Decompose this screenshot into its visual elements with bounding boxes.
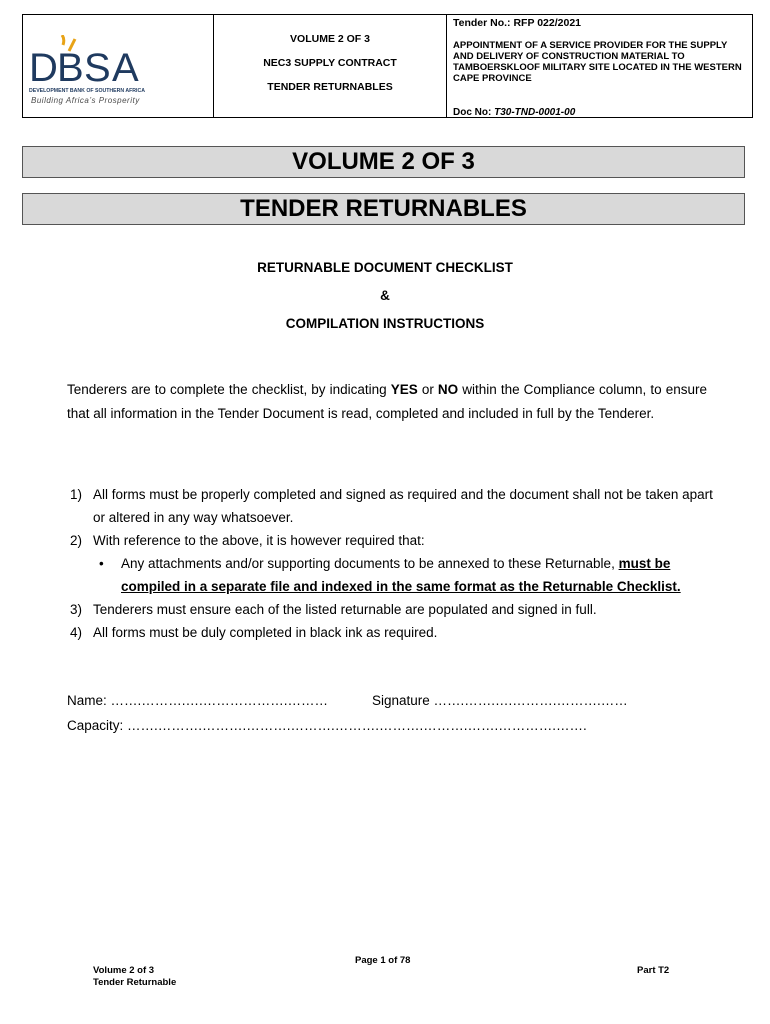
header-tender-cell [447,15,752,117]
document-header [22,14,753,118]
document-number: Doc No: T30-TND-0001-00 [453,107,576,118]
compilation-heading: COMPILATION INSTRUCTIONS [285,316,485,331]
instruction-list [67,483,717,644]
tagline: Building Africa’s Prosperity [31,96,140,105]
title-banner: TENDER RETURNABLES [22,193,745,225]
signature-line: Signature …….…….….……….……….…… [372,693,628,708]
footer-part: Part T2 [637,965,670,976]
header-logo-cell [23,15,214,117]
header-contract: NEC3 SUPPLY CONTRACT [263,57,397,69]
list-item: 4) All forms must be duly completed in black ink as required. [70,625,438,640]
list-item: 3) Tenderers must ensure each of the listed returnable are populated and signed in full. [70,602,597,617]
page-number: Page 1 of 78 [355,955,411,966]
logo-subtext: DEVELOPMENT BANK OF SOUTHERN AFRICA [29,88,145,94]
svg-text:S: S [84,46,111,90]
svg-text:A: A [112,46,139,90]
header-volume-cell [214,15,447,117]
intro-paragraph: Tenderers are to complete the checklist, by indicating YES or NO within the Compliance column, to ensure that all information in the Tender Document is read, completed and included in full by the Tenderer. [67,382,707,421]
checklist-heading: RETURNABLE DOCUMENT CHECKLIST [257,260,513,275]
capacity-line: Capacity: …….……….……….……….……….……….……….……….…….………….……. [67,718,587,733]
svg-text:D: D [29,46,58,90]
dbsa-logo [29,35,169,97]
footer-returnable: Tender Returnable [93,977,177,988]
volume-banner: VOLUME 2 OF 3 [22,146,745,178]
footer-volume: Volume 2 of 3 [93,965,155,976]
header-volume: VOLUME 2 OF 3 [290,33,370,45]
tender-number: Tender No.: RFP 022/2021 [453,17,581,29]
header-returnables: TENDER RETURNABLES [267,81,393,93]
ampersand-heading: & [380,288,390,303]
list-bullet: • Any attachments and/or supporting documents to be annexed to these Returnable, must be compiled in a separate file and indexed in the same format as the Returnable Checklist. [99,556,681,594]
list-item: 1) All forms must be properly completed and signed as required and the document shall not be taken apart or altered in any way whatsoever. [70,487,713,525]
list-item: 2) With reference to the above, it is however required that: [70,533,425,548]
svg-text:B: B [57,46,84,90]
appointment-description: APPOINTMENT OF A SERVICE PROVIDER FOR THE SUPPLY AND DELIVERY OF CONSTRUCTION MATERIAL TO TAMBOERSKLOOF MILITARY SITE LOCATED IN THE WESTERN CAPE PROVINCE [453,40,742,84]
name-line: Name: …….……….….……………….……… [67,693,329,708]
